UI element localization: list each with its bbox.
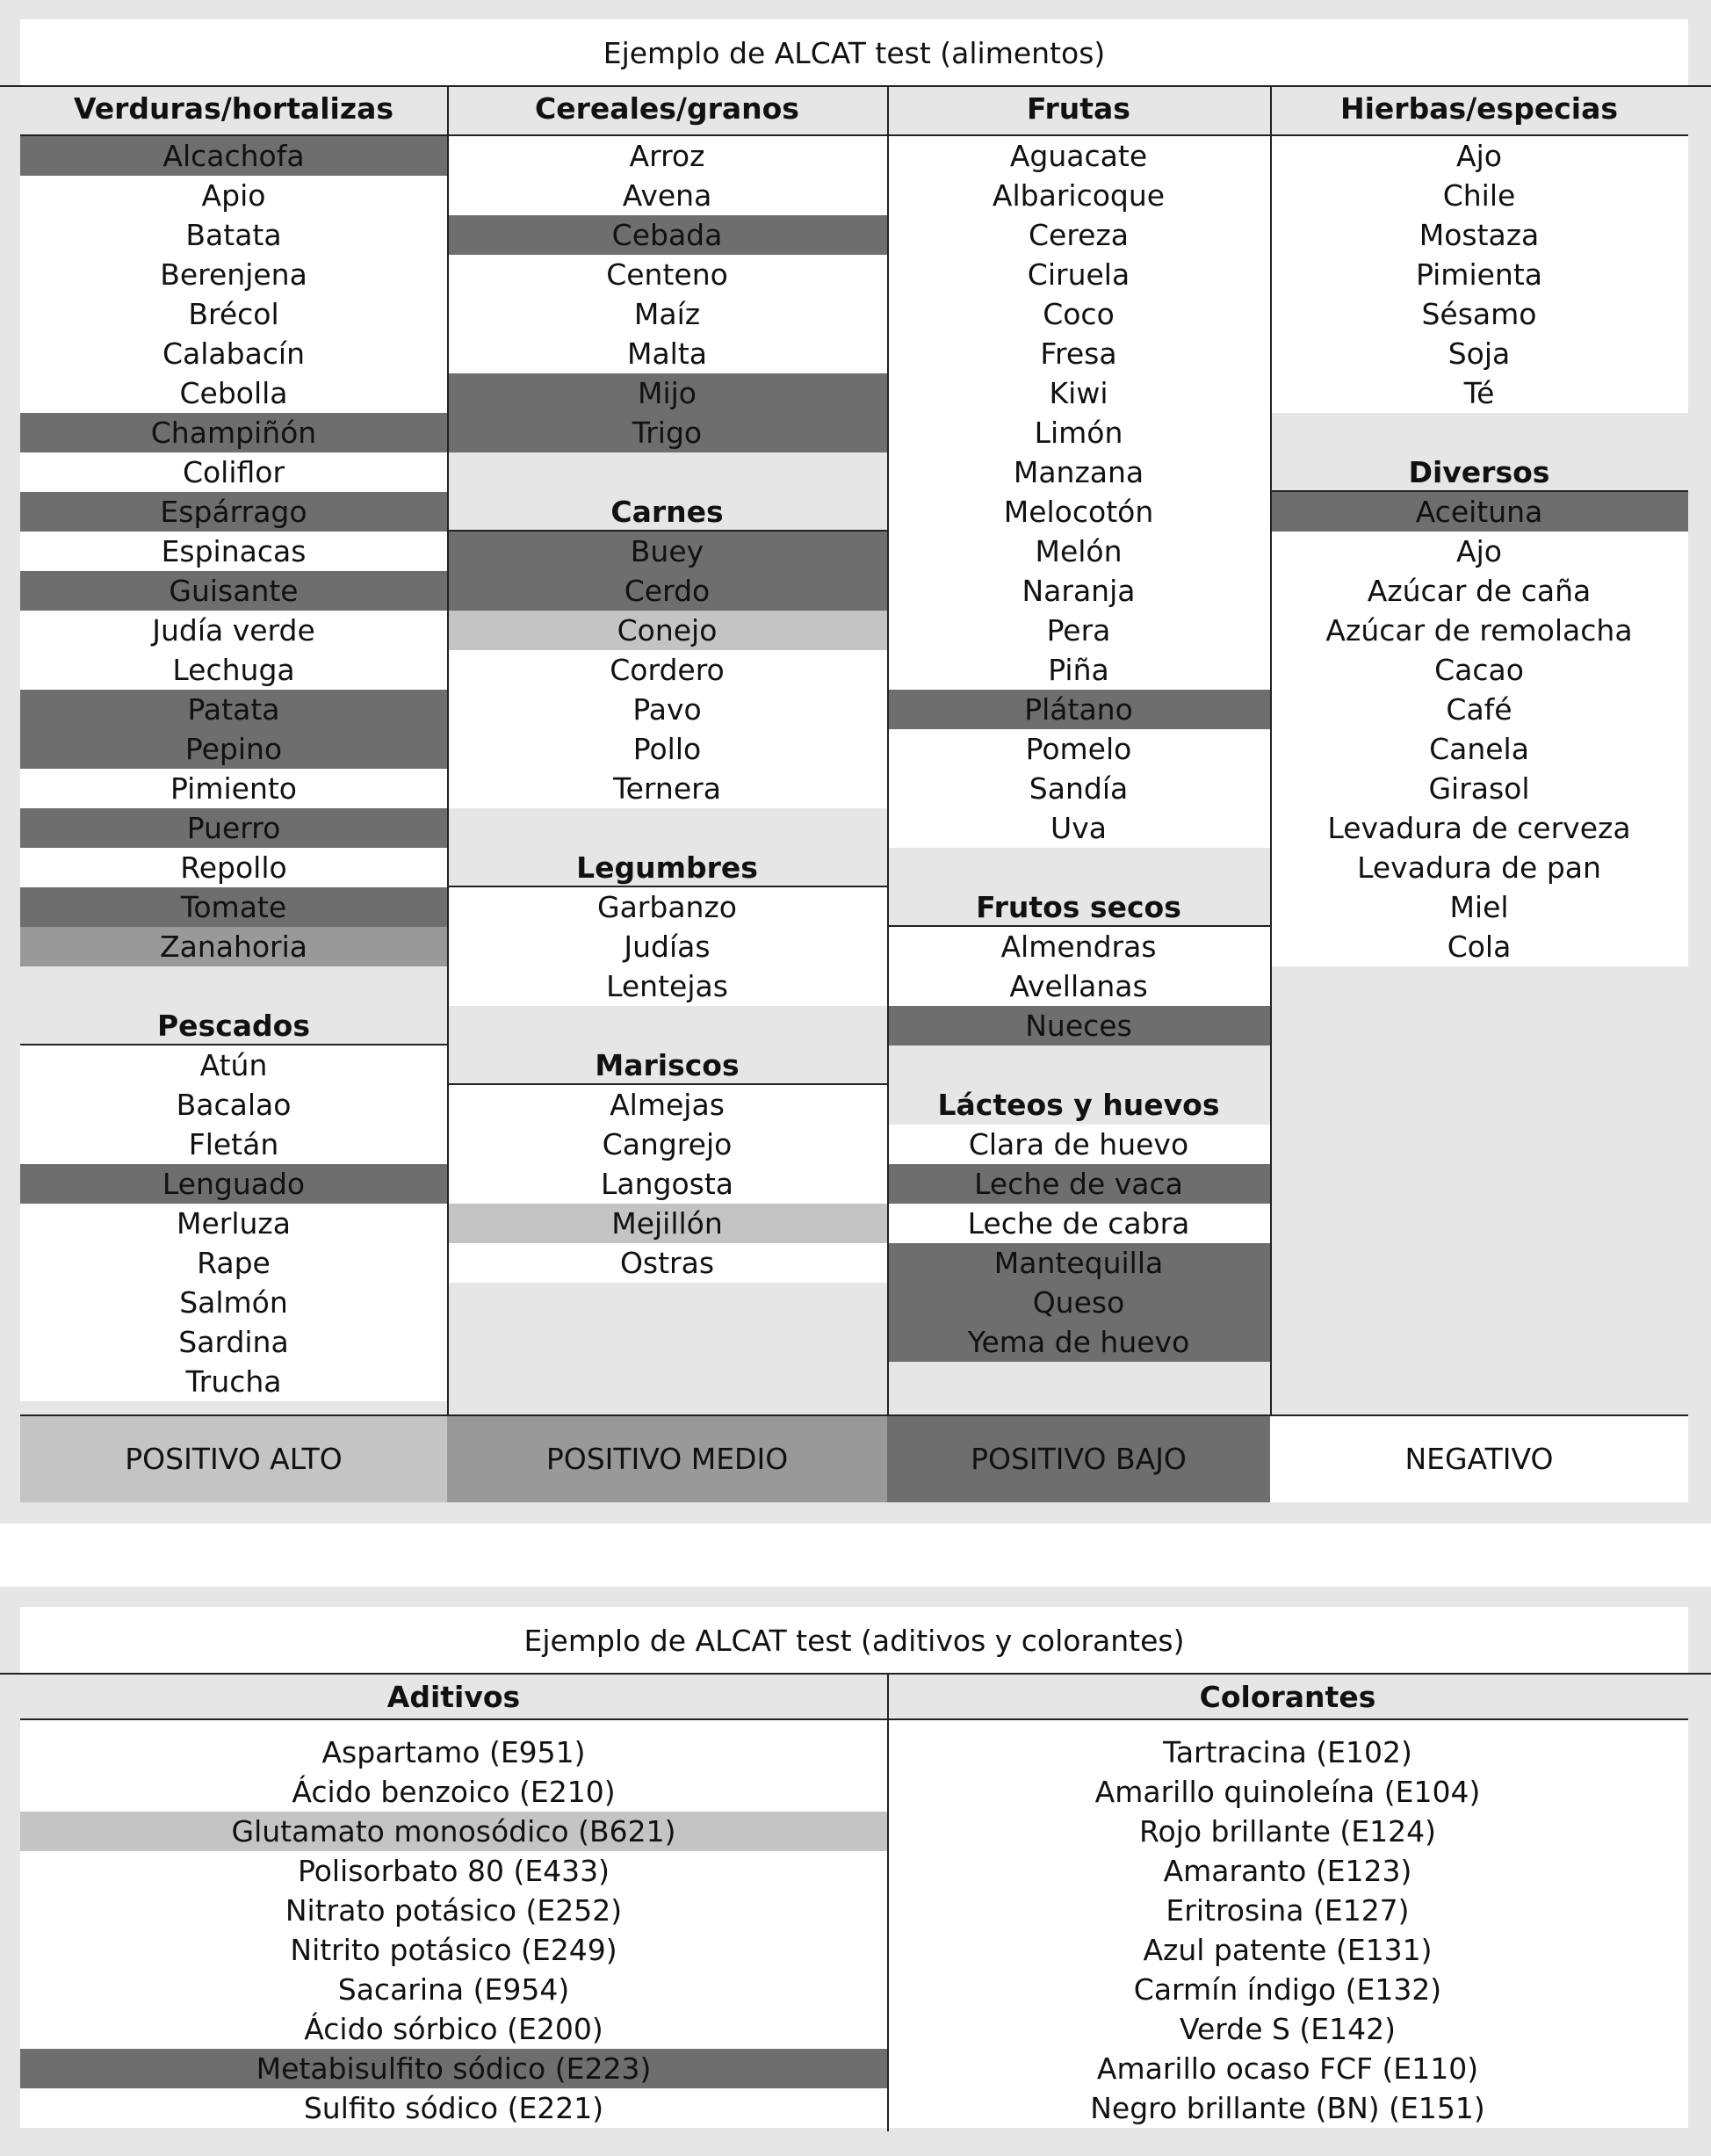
additive-item-sulfito-sodico-e221: Sulfito sódico (E221) <box>20 2088 887 2128</box>
additive-item-azul-patente-e131: Azul patente (E131) <box>887 1930 1688 1970</box>
food-item-alcachofa: Alcachofa <box>20 136 447 176</box>
food-item-te: Té <box>1270 373 1688 413</box>
food-item-azucar-de-remolacha: Azúcar de remolacha <box>1270 611 1688 650</box>
food-item-canela: Canela <box>1270 729 1688 769</box>
food-item-cebolla: Cebolla <box>20 373 447 413</box>
food-item-avena: Avena <box>447 176 887 215</box>
additive-item-verde-s-e142: Verde S (E142) <box>887 2009 1688 2049</box>
spacer-cell <box>447 1006 887 1045</box>
food-item-garbanzo: Garbanzo <box>447 887 887 927</box>
food-item-langosta: Langosta <box>447 1164 887 1204</box>
section-header-cereales-granos: Cereales/granos <box>535 91 799 126</box>
food-item-clara-de-huevo: Clara de huevo <box>887 1125 1270 1164</box>
food-item-cebada: Cebada <box>447 215 887 255</box>
food-item-pimiento: Pimiento <box>20 769 447 808</box>
food-item-queso: Queso <box>887 1283 1270 1322</box>
food-item-bacalao: Bacalao <box>20 1085 447 1125</box>
food-item-pimienta: Pimienta <box>1270 255 1688 294</box>
food-item-merluza: Merluza <box>20 1204 447 1243</box>
additive-item-negro-brillante-bn-e151: Negro brillante (BN) (E151) <box>887 2088 1688 2128</box>
additive-item-amarillo-quinoleina-e104: Amarillo quinoleína (E104) <box>887 1772 1688 1812</box>
food-item-cafe: Café <box>1270 690 1688 729</box>
food-column-1 <box>20 87 447 1416</box>
food-item-mostaza: Mostaza <box>1270 215 1688 255</box>
food-item-fletan: Fletán <box>20 1125 447 1164</box>
food-item-malta: Malta <box>447 334 887 373</box>
food-item-judia-verde: Judía verde <box>20 611 447 650</box>
food-item-pepino: Pepino <box>20 729 447 769</box>
food-item-pina: Piña <box>887 650 1270 690</box>
section-header-frutos-secos: Frutos secos <box>887 887 1270 927</box>
col-divider <box>447 87 449 1416</box>
legend-positivo-medio: POSITIVO MEDIO <box>447 1416 887 1502</box>
additive-item-acido-benzoico-e210: Ácido benzoico (E210) <box>20 1772 887 1812</box>
food-item-aguacate: Aguacate <box>887 136 1270 176</box>
food-item-zanahoria: Zanahoria <box>20 927 447 966</box>
food-item-fresa: Fresa <box>887 334 1270 373</box>
col-divider <box>887 87 889 1416</box>
food-item-arroz: Arroz <box>447 136 887 176</box>
spacer-cell <box>887 848 1270 887</box>
additive-item-aspartamo-e951: Aspartamo (E951) <box>20 1733 887 1772</box>
food-item-miel: Miel <box>1270 887 1688 927</box>
food-item-uva: Uva <box>887 808 1270 848</box>
food-item-ajo: Ajo <box>1270 532 1688 571</box>
food-item-ostras: Ostras <box>447 1243 887 1283</box>
food-item-puerro: Puerro <box>20 808 447 848</box>
food-item-berenjena: Berenjena <box>20 255 447 294</box>
additive-item-metabisulfito-sodico-e223: Metabisulfito sódico (E223) <box>20 2049 887 2088</box>
colorants-column <box>887 1675 1688 2131</box>
food-item-manzana: Manzana <box>887 452 1270 492</box>
food-item-azucar-de-cana: Azúcar de caña <box>1270 571 1688 611</box>
food-item-mantequilla: Mantequilla <box>887 1243 1270 1283</box>
food-item-buey: Buey <box>447 532 887 571</box>
food-item-coliflor: Coliflor <box>20 452 447 492</box>
food-item-chile: Chile <box>1270 176 1688 215</box>
section-header-lacteos-y-huevos: Lácteos y huevos <box>887 1085 1270 1125</box>
food-item-repollo: Repollo <box>20 848 447 887</box>
food-item-soja: Soja <box>1270 334 1688 373</box>
food-item-trucha: Trucha <box>20 1362 447 1401</box>
food-item-kiwi: Kiwi <box>887 373 1270 413</box>
food-item-cacao: Cacao <box>1270 650 1688 690</box>
section-header-hierbas-especias: Hierbas/especias <box>1340 91 1618 126</box>
food-item-brecol: Brécol <box>20 294 447 334</box>
food-item-platano: Plátano <box>887 690 1270 729</box>
additive-item-rojo-brillante-e124: Rojo brillante (E124) <box>887 1812 1688 1851</box>
food-item-trigo: Trigo <box>447 413 887 452</box>
section-header-carnes: Carnes <box>447 492 887 532</box>
food-item-apio: Apio <box>20 176 447 215</box>
additive-item-nitrito-potasico-e249: Nitrito potásico (E249) <box>20 1930 887 1970</box>
food-item-batata: Batata <box>20 215 447 255</box>
spacer-cell <box>887 1045 1270 1085</box>
additives-column <box>20 1675 887 2131</box>
food-item-guisante: Guisante <box>20 571 447 611</box>
food-item-melocoton: Melocotón <box>887 492 1270 532</box>
legend-negativo: NEGATIVO <box>1270 1416 1688 1502</box>
legend-positivo-alto: POSITIVO ALTO <box>20 1416 447 1502</box>
food-item-espinacas: Espinacas <box>20 532 447 571</box>
section-header-mariscos: Mariscos <box>447 1045 887 1085</box>
legend-positivo-bajo: POSITIVO BAJO <box>887 1416 1270 1502</box>
spacer-cell <box>887 1720 1688 1733</box>
food-item-rape: Rape <box>20 1243 447 1283</box>
section-header-colorantes: Colorantes <box>1199 1680 1376 1714</box>
food-item-lechuga: Lechuga <box>20 650 447 690</box>
food-item-cerdo: Cerdo <box>447 571 887 611</box>
food-column-4 <box>1270 87 1688 1416</box>
additive-item-glutamato-monosodico-b621: Glutamato monosódico (B621) <box>20 1812 887 1851</box>
food-item-conejo: Conejo <box>447 611 887 650</box>
food-item-levadura-de-pan: Levadura de pan <box>1270 848 1688 887</box>
food-item-centeno: Centeno <box>447 255 887 294</box>
spacer-cell <box>20 1720 887 1733</box>
additive-item-sacarina-e954: Sacarina (E954) <box>20 1970 887 2009</box>
section-header-pescados: Pescados <box>20 1006 447 1045</box>
food-item-lenguado: Lenguado <box>20 1164 447 1204</box>
food-item-albaricoque: Albaricoque <box>887 176 1270 215</box>
col-divider <box>887 1675 889 2131</box>
spacer-cell <box>447 452 887 492</box>
section-header-aditivos: Aditivos <box>386 1680 521 1714</box>
additive-item-amarillo-ocaso-fcf-e110: Amarillo ocaso FCF (E110) <box>887 2049 1688 2088</box>
foods-title: Ejemplo de ALCAT test (alimentos) <box>20 19 1688 87</box>
food-item-pollo: Pollo <box>447 729 887 769</box>
food-item-sesamo: Sésamo <box>1270 294 1688 334</box>
food-column-2 <box>447 87 887 1416</box>
section-header-verduras-hortalizas: Verduras/hortalizas <box>74 91 393 126</box>
spacer-cell <box>447 808 887 848</box>
additive-item-carmin-indigo-e132: Carmín índigo (E132) <box>887 1970 1688 2009</box>
food-item-maiz: Maíz <box>447 294 887 334</box>
food-item-pera: Pera <box>887 611 1270 650</box>
food-item-ternera: Ternera <box>447 769 887 808</box>
food-item-ajo: Ajo <box>1270 136 1688 176</box>
food-item-cordero: Cordero <box>447 650 887 690</box>
food-item-almejas: Almejas <box>447 1085 887 1125</box>
additive-item-acido-sorbico-e200: Ácido sórbico (E200) <box>20 2009 887 2049</box>
food-item-sandia: Sandía <box>887 769 1270 808</box>
food-item-avellanas: Avellanas <box>887 966 1270 1006</box>
food-item-leche-de-vaca: Leche de vaca <box>887 1164 1270 1204</box>
food-item-pomelo: Pomelo <box>887 729 1270 769</box>
section-header-legumbres: Legumbres <box>447 848 887 887</box>
section-header-frutas: Frutas <box>1027 91 1130 126</box>
food-item-aceituna: Aceituna <box>1270 492 1688 532</box>
food-item-salmon: Salmón <box>20 1283 447 1322</box>
food-item-leche-de-cabra: Leche de cabra <box>887 1204 1270 1243</box>
food-item-limon: Limón <box>887 413 1270 452</box>
additives-title: Ejemplo de ALCAT test (aditivos y colorantes) <box>20 1607 1688 1675</box>
additive-item-nitrato-potasico-e252: Nitrato potásico (E252) <box>20 1891 887 1930</box>
additive-item-polisorbato-80-e433: Polisorbato 80 (E433) <box>20 1851 887 1891</box>
additive-item-amaranto-e123: Amaranto (E123) <box>887 1851 1688 1891</box>
food-item-atun: Atún <box>20 1045 447 1085</box>
food-item-tomate: Tomate <box>20 887 447 927</box>
food-item-esparrago: Espárrago <box>20 492 447 532</box>
food-item-nueces: Nueces <box>887 1006 1270 1045</box>
food-item-mejillon: Mejillón <box>447 1204 887 1243</box>
additive-item-eritrosina-e127: Eritrosina (E127) <box>887 1891 1688 1930</box>
spacer-cell <box>20 966 447 1006</box>
food-item-levadura-de-cerveza: Levadura de cerveza <box>1270 808 1688 848</box>
food-item-yema-de-huevo: Yema de huevo <box>887 1322 1270 1362</box>
food-item-cangrejo: Cangrejo <box>447 1125 887 1164</box>
col-divider <box>1270 87 1272 1416</box>
food-item-almendras: Almendras <box>887 927 1270 966</box>
food-item-calabacin: Calabacín <box>20 334 447 373</box>
food-item-cereza: Cereza <box>887 215 1270 255</box>
food-column-3 <box>887 87 1270 1416</box>
food-item-champinon: Champiñón <box>20 413 447 452</box>
food-item-mijo: Mijo <box>447 373 887 413</box>
food-item-ciruela: Ciruela <box>887 255 1270 294</box>
food-item-girasol: Girasol <box>1270 769 1688 808</box>
additive-item-tartracina-e102: Tartracina (E102) <box>887 1733 1688 1772</box>
food-item-sardina: Sardina <box>20 1322 447 1362</box>
food-item-lentejas: Lentejas <box>447 966 887 1006</box>
food-item-melon: Melón <box>887 532 1270 571</box>
food-item-pavo: Pavo <box>447 690 887 729</box>
section-header-diversos: Diversos <box>1270 452 1688 492</box>
food-item-naranja: Naranja <box>887 571 1270 611</box>
food-item-cola: Cola <box>1270 927 1688 966</box>
food-item-patata: Patata <box>20 690 447 729</box>
spacer-cell <box>1270 413 1688 452</box>
food-item-judias: Judías <box>447 927 887 966</box>
food-item-coco: Coco <box>887 294 1270 334</box>
